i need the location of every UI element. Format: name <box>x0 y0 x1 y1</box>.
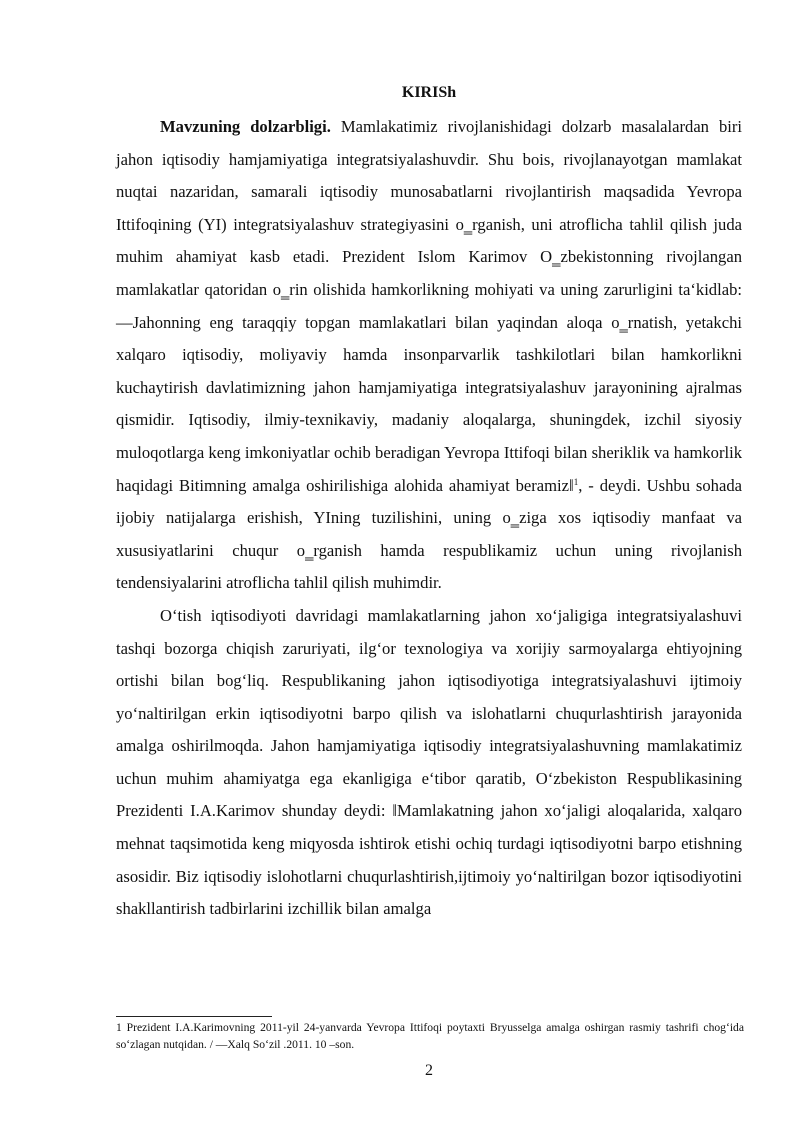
paragraph-lead: Mavzuning dolzarbligi. <box>160 117 331 136</box>
footnote-separator <box>116 1016 272 1017</box>
section-title: KIRISh <box>401 84 457 101</box>
footnote: 1 Prezident I.A.Karimovning 2011-yil 24-yanvarda Yevropa Ittifoqi poytaxti Bryusselga amalga oshirgan rasmiy tashrifi chog‘ida so‘zlagan nutqidan. / ―Xalq So‘zil .2011. 10 –son. <box>116 1021 744 1051</box>
footnote-reference[interactable]: 1 <box>573 476 579 487</box>
body-text <box>116 111 742 926</box>
page-number: 2 <box>425 1062 433 1079</box>
paragraph-text-continued: , - deydi. Ushbu sohada ijobiy natijalarga erishish, YIning tuzilishini, uning o‗ziga xos iqtisodiy manfaat va xususiyatlarini chuqur o‗rganish hamda respublikamiz uchun uning rivojlanish tendensiyalarini atroflicha tahlil qilish muhimdir. <box>116 475 742 593</box>
paragraph-relevance <box>116 111 742 600</box>
paragraph-text: Mamlakatimiz rivojlanishidagi dolzarb masalalardan biri jahon iqtisodiy hamjamiyatiga integratsiyalashuvdir. Shu bois, rivojlanayotgan mamlakat nuqtai nazaridan, samarali iqtisodiy munosabatlarni rivojlantirish maqsadida Yevropa Ittifoqining (YI) integratsiyalashuv strategiyasini o‗rganish, uni atroflicha tahlil qilish juda muhim ahamiyat kasb etadi. Prezident Islom Karimov O‗zbekistonning rivojlangan mamlakatlar qatoridan o‗rin olishida hamkorlikning mohiyati va uning zarurligini ta‘kidlab: ―Jahonning eng taraqqiy topgan mamlakatlari bilan yaqindan aloqa o‗rnatish, yetakchi xalqaro iqtisodiy, moliyaviy hamda insonparvarlik tashkilotlari bilan hamkorlikni kuchaytirish davlatimizning jahon hamjamiyatiga integratsiyalashuv jarayonining ajralmas qismidir. Iqtisodiy, ilmiy-texnikaviy, madaniy aloqalarga, shuningdek, izchil siyosiy muloqotlarga keng imkoniyatlar ochib beradigan Yevropa Ittifoqi bilan sheriklik va hamkorlik haqidagi Bitimning amalga oshirilishiga alohida ahamiyat beramiz‖ <box>116 117 742 495</box>
paragraph-transition-economy: O‘tish iqtisodiyoti davridagi mamlakatlarning jahon xo‘jaligiga integratsiyalashuvi tashqi bozorga chiqish zaruriyati, ilg‘or texnologiya va xorijiy sarmoyalarga ehtiyojning ortishi bilan bog‘liq. Respublikaning jahon iqtisodiyotiga integratsiyalashuvi ijtimoiy yo‘naltirilgan erkin iqtisodiyotni barpo qilish va islohatlarni chuqurlashtirish jarayonida amalga oshirilmoqda. Jahon hamjamiyatiga iqtisodiy integratsiyalashuvning mamlakatimiz uchun muhim ahamiyatga ega ekanligiga e‘tibor qaratib, O‘zbekiston Respublikasining Prezidenti I.A.Karimov shunday deydi: ‖Mamlakatning jahon xo‘jaligi aloqalarida, xalqaro mehnat taqsimotida keng miqyosda ishtirok etishi ochiq turdagi iqtisodiyotni barpo etishning asosidir. Biz iqtisodiy islohotlarni chuqurlashtirish,ijtimoiy yo‘naltirilgan bozor iqtisodiyotini shakllantirish tadbirlarini izchillik bilan amalga <box>116 605 742 919</box>
